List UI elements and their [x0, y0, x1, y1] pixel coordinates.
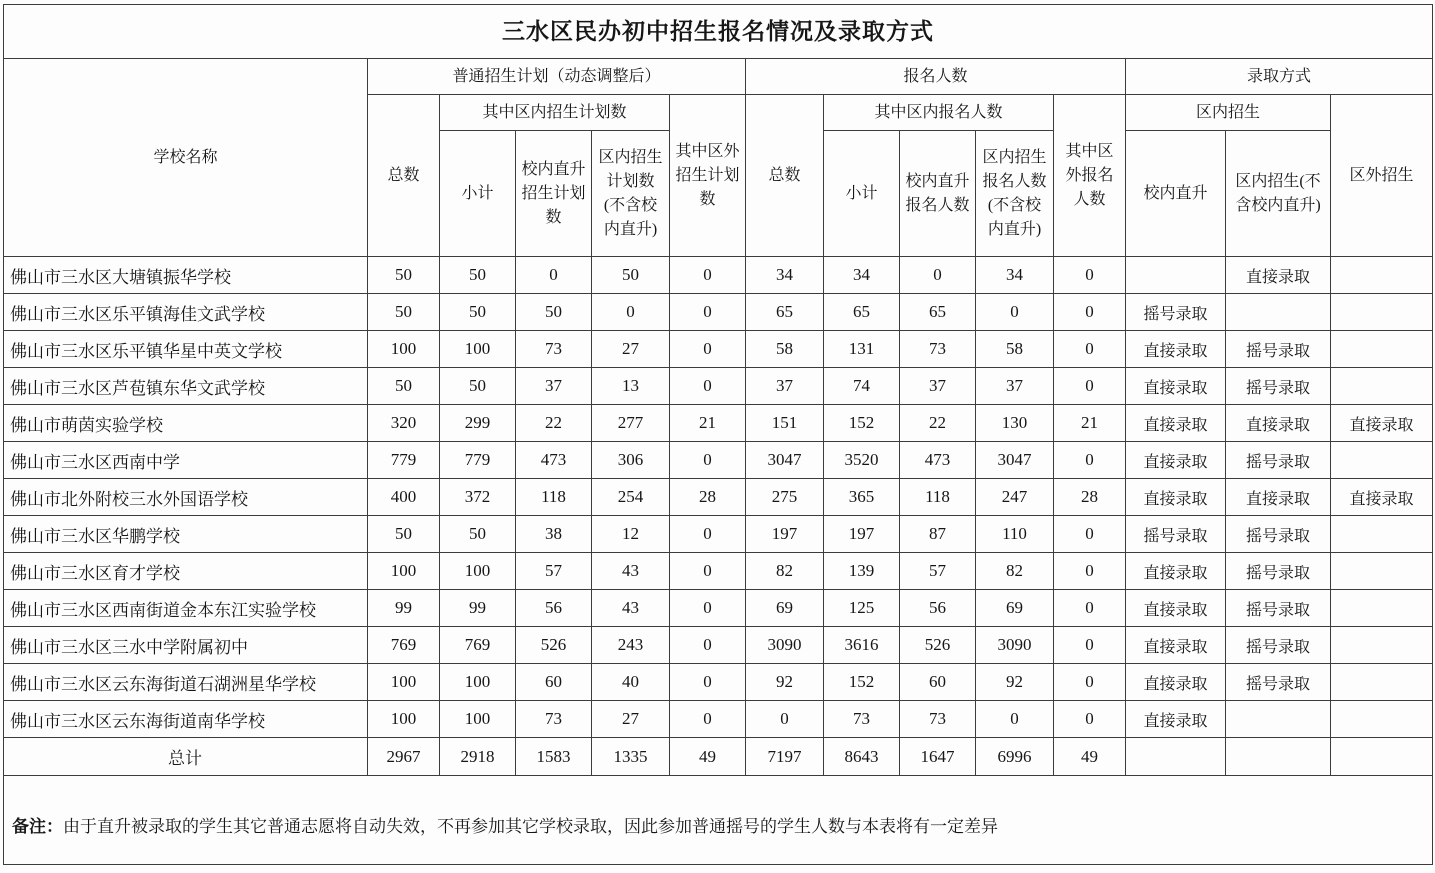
enrollment-table — [3, 4, 1433, 865]
admission-cell: 直接录取 — [1126, 664, 1226, 701]
value-cell: 100 — [368, 664, 440, 701]
value-cell: 43 — [592, 553, 670, 590]
title-row — [4, 5, 1433, 59]
value-cell: 8643 — [824, 738, 900, 776]
table-body — [4, 257, 1433, 776]
value-cell: 0 — [670, 442, 746, 479]
value-cell: 400 — [368, 479, 440, 516]
value-cell: 277 — [592, 405, 670, 442]
value-cell: 34 — [976, 257, 1054, 294]
admission-cell: 摇号录取 — [1226, 368, 1331, 405]
value-cell: 73 — [900, 701, 976, 738]
value-cell: 139 — [824, 553, 900, 590]
table-row — [4, 664, 1433, 701]
value-cell: 243 — [592, 627, 670, 664]
value-cell: 152 — [824, 664, 900, 701]
value-cell: 0 — [976, 701, 1054, 738]
value-cell: 100 — [368, 701, 440, 738]
admission-cell — [1331, 442, 1433, 479]
table-row — [4, 331, 1433, 368]
value-cell: 118 — [516, 479, 592, 516]
value-cell: 0 — [1054, 442, 1126, 479]
col-group-plan: 普通招生计划（动态调整后） — [368, 59, 746, 95]
value-cell: 0 — [1054, 590, 1126, 627]
value-cell: 12 — [592, 516, 670, 553]
admission-cell: 直接录取 — [1126, 368, 1226, 405]
note-cell — [4, 776, 1433, 865]
value-cell: 38 — [516, 516, 592, 553]
school-name: 佛山市三水区西南街道金本东江实验学校 — [4, 590, 368, 627]
school-name: 佛山市三水区云东海街道南华学校 — [4, 701, 368, 738]
value-cell: 0 — [670, 368, 746, 405]
admission-cell — [1226, 738, 1331, 776]
value-cell: 526 — [516, 627, 592, 664]
value-cell: 40 — [592, 664, 670, 701]
value-cell: 299 — [440, 405, 516, 442]
value-cell: 306 — [592, 442, 670, 479]
table-row — [4, 479, 1433, 516]
col-group-admission: 录取方式 — [1126, 59, 1433, 95]
value-cell: 56 — [900, 590, 976, 627]
admission-cell: 直接录取 — [1226, 257, 1331, 294]
value-cell: 28 — [1054, 479, 1126, 516]
value-cell: 57 — [516, 553, 592, 590]
note-text: 由于直升被录取的学生其它普通志愿将自动失效，不再参加其它学校录取，因此参加普通摇号的学生人数与本表将有一定差异 — [63, 817, 998, 837]
value-cell: 151 — [746, 405, 824, 442]
admission-cell: 直接录取 — [1331, 479, 1433, 516]
admission-cell: 摇号录取 — [1226, 516, 1331, 553]
value-cell: 473 — [900, 442, 976, 479]
admission-cell: 直接录取 — [1331, 405, 1433, 442]
value-cell: 50 — [516, 294, 592, 331]
school-name: 佛山市三水区芦苞镇东华文武学校 — [4, 368, 368, 405]
header-group-row — [4, 59, 1433, 95]
col-header-plan-direct: 校内直升招生计划数 — [516, 131, 592, 257]
value-cell: 73 — [900, 331, 976, 368]
value-cell: 100 — [440, 664, 516, 701]
value-cell: 372 — [440, 479, 516, 516]
admission-cell: 直接录取 — [1126, 479, 1226, 516]
admission-cell: 摇号录取 — [1126, 516, 1226, 553]
table-row — [4, 442, 1433, 479]
admission-cell — [1331, 738, 1433, 776]
value-cell: 0 — [670, 257, 746, 294]
value-cell: 73 — [824, 701, 900, 738]
col-header-applicants-inner-group: 其中区内报名人数 — [824, 95, 1054, 131]
value-cell: 21 — [670, 405, 746, 442]
value-cell: 769 — [440, 627, 516, 664]
value-cell: 3047 — [746, 442, 824, 479]
admission-cell: 直接录取 — [1126, 331, 1226, 368]
admission-cell — [1331, 553, 1433, 590]
value-cell: 49 — [670, 738, 746, 776]
total-row — [4, 738, 1433, 776]
value-cell: 82 — [746, 553, 824, 590]
admission-cell: 直接录取 — [1226, 479, 1331, 516]
school-name: 佛山市三水区大塘镇振华学校 — [4, 257, 368, 294]
value-cell: 0 — [670, 590, 746, 627]
admission-cell: 直接录取 — [1126, 590, 1226, 627]
col-group-applicants: 报名人数 — [746, 59, 1126, 95]
col-header-admission-direct: 校内直升 — [1126, 131, 1226, 257]
admission-cell: 摇号录取 — [1126, 294, 1226, 331]
value-cell: 3520 — [824, 442, 900, 479]
admission-cell — [1126, 738, 1226, 776]
admission-cell: 摇号录取 — [1226, 664, 1331, 701]
admission-cell: 摇号录取 — [1226, 590, 1331, 627]
value-cell: 100 — [440, 553, 516, 590]
table-row — [4, 516, 1433, 553]
value-cell: 60 — [516, 664, 592, 701]
value-cell: 37 — [900, 368, 976, 405]
admission-cell — [1226, 294, 1331, 331]
value-cell: 50 — [368, 257, 440, 294]
school-name: 佛山市三水区乐平镇海佳文武学校 — [4, 294, 368, 331]
value-cell: 58 — [746, 331, 824, 368]
value-cell: 779 — [368, 442, 440, 479]
col-header-admission-inner-group: 区内招生 — [1126, 95, 1331, 131]
value-cell: 7197 — [746, 738, 824, 776]
value-cell: 0 — [670, 294, 746, 331]
school-name: 佛山市三水区乐平镇华星中英文学校 — [4, 331, 368, 368]
table-row — [4, 294, 1433, 331]
value-cell: 365 — [824, 479, 900, 516]
value-cell: 50 — [440, 294, 516, 331]
value-cell: 0 — [1054, 331, 1126, 368]
value-cell: 58 — [976, 331, 1054, 368]
value-cell: 0 — [1054, 627, 1126, 664]
value-cell: 65 — [746, 294, 824, 331]
table-row — [4, 405, 1433, 442]
value-cell: 37 — [746, 368, 824, 405]
admission-cell — [1331, 294, 1433, 331]
value-cell: 50 — [440, 368, 516, 405]
value-cell: 65 — [824, 294, 900, 331]
value-cell: 0 — [670, 331, 746, 368]
col-header-plan-inner-group: 其中区内招生计划数 — [440, 95, 670, 131]
school-name: 佛山市三水区云东海街道石湖洲星华学校 — [4, 664, 368, 701]
value-cell: 0 — [670, 664, 746, 701]
value-cell: 50 — [368, 516, 440, 553]
value-cell: 0 — [670, 516, 746, 553]
col-header-plan-outer: 其中区外招生计划数 — [670, 95, 746, 257]
value-cell: 21 — [1054, 405, 1126, 442]
value-cell: 99 — [368, 590, 440, 627]
value-cell: 3616 — [824, 627, 900, 664]
value-cell: 0 — [670, 553, 746, 590]
col-header-applicants-outer: 其中区外报名人数 — [1054, 95, 1126, 257]
value-cell: 50 — [592, 257, 670, 294]
admission-cell: 直接录取 — [1126, 442, 1226, 479]
value-cell: 69 — [746, 590, 824, 627]
value-cell: 0 — [1054, 701, 1126, 738]
table-row — [4, 257, 1433, 294]
value-cell: 6996 — [976, 738, 1054, 776]
value-cell: 118 — [900, 479, 976, 516]
value-cell: 100 — [440, 701, 516, 738]
col-header-school: 学校名称 — [4, 59, 368, 257]
admission-cell: 摇号录取 — [1226, 442, 1331, 479]
admission-cell: 直接录取 — [1126, 553, 1226, 590]
admission-cell: 直接录取 — [1226, 405, 1331, 442]
value-cell: 73 — [516, 331, 592, 368]
col-header-applicants-total: 总数 — [746, 95, 824, 257]
admission-cell — [1331, 257, 1433, 294]
value-cell: 3090 — [976, 627, 1054, 664]
value-cell: 0 — [1054, 516, 1126, 553]
value-cell: 27 — [592, 701, 670, 738]
school-name: 佛山市三水区华鹏学校 — [4, 516, 368, 553]
value-cell: 0 — [516, 257, 592, 294]
value-cell: 100 — [440, 331, 516, 368]
col-header-plan-total: 总数 — [368, 95, 440, 257]
value-cell: 60 — [900, 664, 976, 701]
value-cell: 0 — [1054, 294, 1126, 331]
table-row — [4, 701, 1433, 738]
admission-cell: 直接录取 — [1126, 701, 1226, 738]
value-cell: 22 — [516, 405, 592, 442]
col-header-admission-inner-excl: 区内招生(不含校内直升) — [1226, 131, 1331, 257]
value-cell: 247 — [976, 479, 1054, 516]
value-cell: 2918 — [440, 738, 516, 776]
admission-cell — [1331, 516, 1433, 553]
value-cell: 65 — [900, 294, 976, 331]
value-cell: 131 — [824, 331, 900, 368]
admission-cell — [1331, 331, 1433, 368]
value-cell: 3090 — [746, 627, 824, 664]
value-cell: 43 — [592, 590, 670, 627]
admission-cell — [1331, 590, 1433, 627]
admission-cell: 摇号录取 — [1226, 553, 1331, 590]
value-cell: 1335 — [592, 738, 670, 776]
value-cell: 197 — [824, 516, 900, 553]
school-name: 佛山市三水区育才学校 — [4, 553, 368, 590]
value-cell: 3047 — [976, 442, 1054, 479]
value-cell: 74 — [824, 368, 900, 405]
value-cell: 1647 — [900, 738, 976, 776]
admission-cell: 直接录取 — [1126, 405, 1226, 442]
school-name: 佛山市萌茵实验学校 — [4, 405, 368, 442]
value-cell: 37 — [516, 368, 592, 405]
value-cell: 50 — [440, 516, 516, 553]
admission-cell — [1331, 627, 1433, 664]
value-cell: 50 — [368, 294, 440, 331]
admission-cell: 摇号录取 — [1226, 331, 1331, 368]
value-cell: 779 — [440, 442, 516, 479]
value-cell: 28 — [670, 479, 746, 516]
page-title: 三水区民办初中招生报名情况及录取方式 — [4, 5, 1433, 59]
value-cell: 0 — [670, 627, 746, 664]
value-cell: 34 — [746, 257, 824, 294]
value-cell: 152 — [824, 405, 900, 442]
value-cell: 130 — [976, 405, 1054, 442]
value-cell: 320 — [368, 405, 440, 442]
admission-cell — [1331, 368, 1433, 405]
value-cell: 473 — [516, 442, 592, 479]
school-name: 佛山市北外附校三水外国语学校 — [4, 479, 368, 516]
value-cell: 110 — [976, 516, 1054, 553]
table-row — [4, 553, 1433, 590]
value-cell: 0 — [1054, 257, 1126, 294]
admission-cell — [1331, 701, 1433, 738]
value-cell: 254 — [592, 479, 670, 516]
value-cell: 69 — [976, 590, 1054, 627]
value-cell: 0 — [1054, 368, 1126, 405]
admission-cell: 摇号录取 — [1226, 627, 1331, 664]
note-label: 备注： — [12, 817, 63, 837]
value-cell: 769 — [368, 627, 440, 664]
value-cell: 49 — [1054, 738, 1126, 776]
value-cell: 87 — [900, 516, 976, 553]
col-header-plan-inner-excl: 区内招生计划数(不含校内直升) — [592, 131, 670, 257]
admission-cell — [1226, 701, 1331, 738]
value-cell: 37 — [976, 368, 1054, 405]
value-cell: 0 — [1054, 553, 1126, 590]
value-cell: 92 — [976, 664, 1054, 701]
value-cell: 526 — [900, 627, 976, 664]
value-cell: 0 — [976, 294, 1054, 331]
value-cell: 0 — [900, 257, 976, 294]
value-cell: 73 — [516, 701, 592, 738]
col-header-admission-outer: 区外招生 — [1331, 95, 1433, 257]
value-cell: 2967 — [368, 738, 440, 776]
value-cell: 125 — [824, 590, 900, 627]
value-cell: 50 — [368, 368, 440, 405]
value-cell: 1583 — [516, 738, 592, 776]
school-name: 佛山市三水区西南中学 — [4, 442, 368, 479]
total-label: 总计 — [4, 738, 368, 776]
note-row — [4, 776, 1433, 865]
value-cell: 57 — [900, 553, 976, 590]
value-cell: 0 — [1054, 664, 1126, 701]
value-cell: 56 — [516, 590, 592, 627]
col-header-applicants-direct: 校内直升报名人数 — [900, 131, 976, 257]
value-cell: 100 — [368, 553, 440, 590]
value-cell: 100 — [368, 331, 440, 368]
table-row — [4, 368, 1433, 405]
value-cell: 0 — [592, 294, 670, 331]
admission-cell: 直接录取 — [1126, 627, 1226, 664]
value-cell: 0 — [746, 701, 824, 738]
value-cell: 197 — [746, 516, 824, 553]
value-cell: 82 — [976, 553, 1054, 590]
col-header-applicants-subtotal: 小计 — [824, 131, 900, 257]
value-cell: 99 — [440, 590, 516, 627]
col-header-plan-subtotal: 小计 — [440, 131, 516, 257]
value-cell: 34 — [824, 257, 900, 294]
value-cell: 50 — [440, 257, 516, 294]
value-cell: 0 — [670, 701, 746, 738]
value-cell: 13 — [592, 368, 670, 405]
table-row — [4, 590, 1433, 627]
value-cell: 92 — [746, 664, 824, 701]
admission-cell — [1331, 664, 1433, 701]
table-row — [4, 627, 1433, 664]
value-cell: 275 — [746, 479, 824, 516]
school-name: 佛山市三水区三水中学附属初中 — [4, 627, 368, 664]
value-cell: 27 — [592, 331, 670, 368]
col-header-applicants-inner-excl: 区内招生报名人数(不含校内直升) — [976, 131, 1054, 257]
admission-cell — [1126, 257, 1226, 294]
value-cell: 22 — [900, 405, 976, 442]
